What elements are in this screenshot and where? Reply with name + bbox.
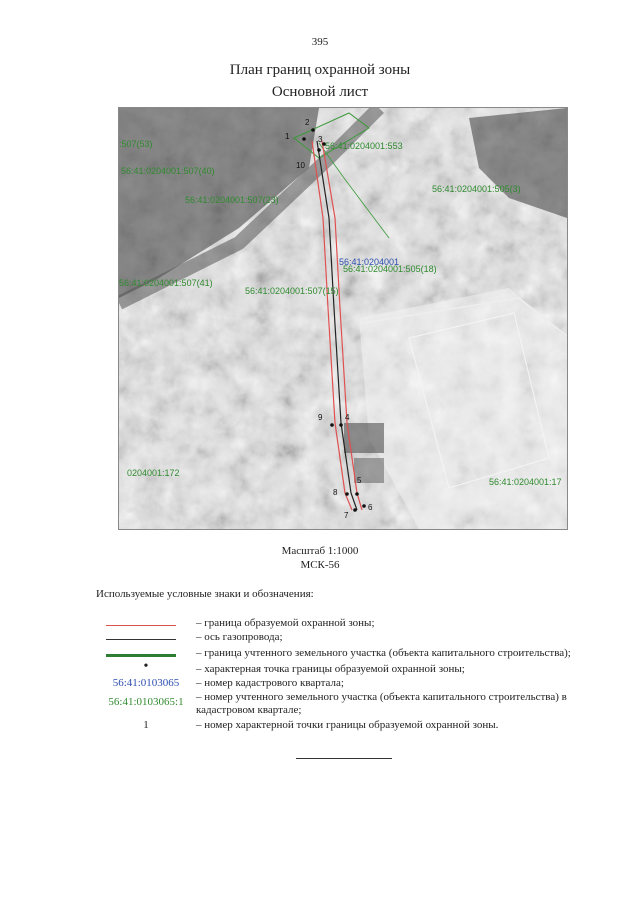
footer-divider (296, 758, 392, 759)
red-line-icon (106, 625, 176, 626)
point-number: 3 (318, 135, 323, 144)
coordinate-system: МСК-56 (300, 559, 340, 571)
parcel-label: 56:41:0204001:507(15) (245, 286, 339, 296)
point-number: 5 (357, 476, 362, 485)
dot-icon: • (143, 659, 149, 674)
parcel-label: 56:41:0204001:507(41) (119, 278, 213, 288)
point-number: 1 (285, 132, 290, 141)
parcel-label: 56:41:0204001:553 (325, 141, 403, 151)
parcel-label: :507(53) (119, 139, 153, 149)
black-line-icon (106, 639, 176, 640)
quarter-label: 56:41:0204001 (339, 257, 400, 267)
parcel-label: 56:41:0204001:505(18) (343, 264, 437, 274)
point-number: 6 (368, 503, 373, 512)
point-number: 2 (305, 118, 310, 127)
point-number: 7 (344, 511, 349, 520)
parcel-label: 56:41:0204001:507(23) (185, 195, 279, 205)
map-view[interactable] (118, 107, 568, 530)
legend-title: Используемые условные знаки и обозначения: (96, 588, 314, 600)
point-number: 8 (333, 488, 338, 497)
point-number: 10 (296, 161, 305, 170)
parcel-label: 56:41:0204001:507(40) (121, 166, 215, 176)
page-number: 395 (311, 36, 329, 48)
point-number: 4 (345, 413, 350, 422)
green-line-icon (106, 654, 176, 657)
parcel-label: 0204001:172 (127, 468, 180, 478)
page-title: План границ охранной зоны (229, 62, 411, 78)
parcel-label: 56:41:0204001:505(3) (432, 184, 521, 194)
page-subtitle: Основной лист (271, 84, 369, 100)
parcel-label: 56:41:0204001:17 (489, 477, 562, 487)
point-number: 9 (318, 413, 323, 422)
map-scale: Масштаб 1:1000 (281, 545, 359, 557)
